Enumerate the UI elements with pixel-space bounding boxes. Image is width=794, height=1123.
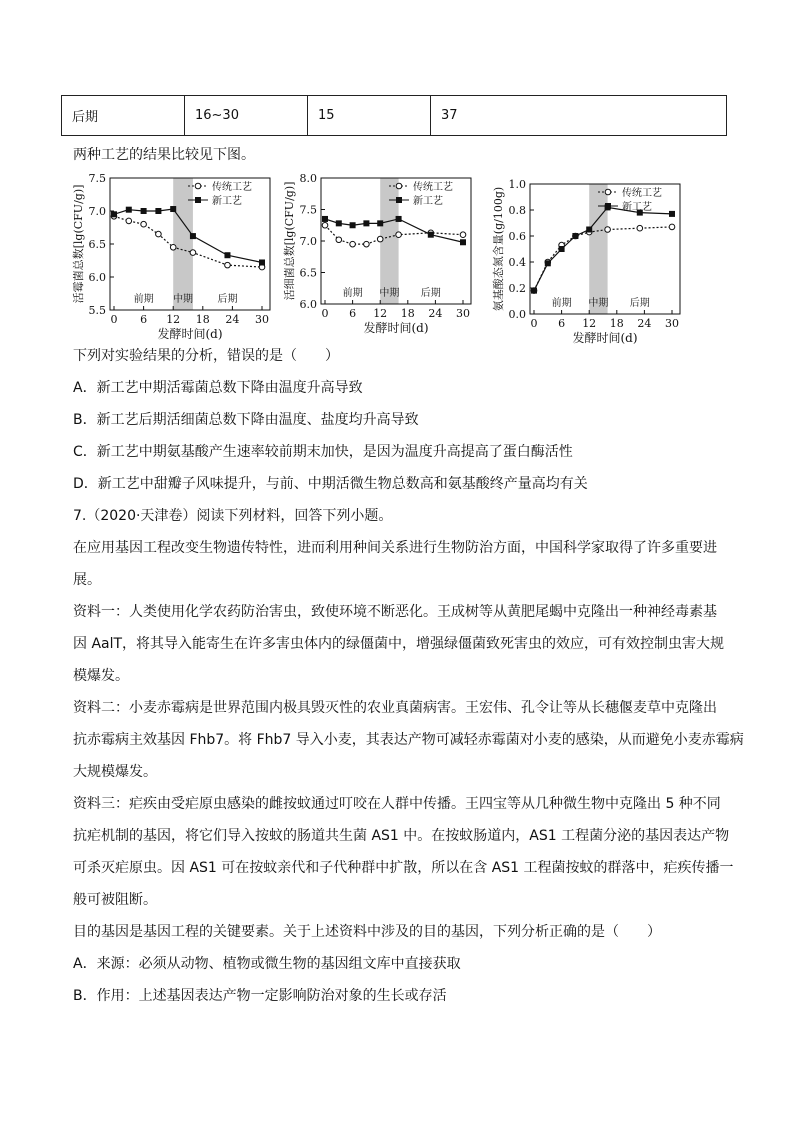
data-point-traditional (225, 262, 231, 268)
stage-label: 前期 (133, 294, 154, 305)
material-1-line: 因 AalT，将其导入能寄生在许多害虫体内的绿僵菌中，增强绿僵菌致死害虫的效应，可有效控制虫害大规 (73, 636, 725, 652)
chart-amino-acid (490, 170, 695, 345)
legend-label-traditional: 传统工艺 (413, 182, 453, 193)
y-tick-label: 7.0 (299, 235, 317, 248)
data-point-traditional (605, 227, 611, 233)
legend-marker-new (195, 197, 201, 203)
x-tick-label: 12 (166, 313, 181, 326)
data-point-traditional (156, 231, 162, 237)
y-tick-label: 6.0 (88, 271, 106, 284)
data-point-traditional (190, 250, 196, 256)
question-7: 目的基因是基因工程的关键要素。关于上述资料中涉及的目的基因，下列分析正确的是（ ） (73, 924, 661, 940)
chart-bacteria (285, 170, 485, 342)
legend-marker-new (396, 197, 402, 203)
stage-shade (173, 178, 193, 310)
y-tick-label: 6.5 (299, 266, 317, 280)
table-row (62, 96, 727, 136)
x-tick-label: 18 (195, 313, 210, 326)
y-tick-label: 8.0 (299, 172, 317, 185)
y-tick-label: 0.6 (508, 230, 526, 243)
x-tick-label: 12 (373, 307, 388, 320)
stage-label: 后期 (217, 294, 238, 305)
x-axis-label: 发酵时间(d) (363, 321, 429, 335)
data-point-new (669, 211, 675, 217)
data-point-new (377, 220, 383, 226)
question-7-title: 7.（2020·天津卷）阅读下列材料，回答下列小题。 (73, 508, 393, 524)
data-point-new (396, 216, 402, 222)
legend-marker-traditional (605, 189, 611, 195)
question-6: 下列对实验结果的分析，错误的是（ ） (73, 348, 339, 364)
x-tick-label: 12 (582, 317, 597, 330)
x-tick-label: 6 (140, 313, 148, 326)
legend-marker-traditional (396, 183, 402, 189)
x-tick-label: 24 (428, 307, 443, 320)
data-point-new (155, 208, 161, 214)
x-tick-label: 18 (609, 317, 624, 330)
data-point-new (111, 211, 117, 217)
x-tick-label: 24 (637, 317, 652, 330)
legend-label-traditional: 传统工艺 (622, 188, 662, 199)
chart-mold (70, 170, 285, 342)
data-point-traditional (126, 218, 132, 224)
data-point-traditional (396, 232, 402, 238)
legend-label-new: 新工艺 (413, 196, 443, 207)
data-point-traditional (170, 245, 176, 251)
figure-intro: 两种工艺的结果比较见下图。 (73, 147, 255, 163)
y-axis-label: 活细菌总数[lg(CFU/g)] (283, 181, 296, 301)
legend-label-new: 新工艺 (212, 196, 242, 207)
y-tick-label: 6.5 (88, 238, 106, 251)
data-point-new (224, 252, 230, 258)
legend-label-traditional: 传统工艺 (212, 182, 252, 193)
x-tick-label: 30 (456, 307, 470, 320)
data-point-traditional (377, 236, 383, 242)
process-table (61, 95, 727, 136)
material-3-line: 般可被阻断。 (73, 892, 157, 908)
x-tick-label: 0 (110, 313, 118, 326)
table-cell-days: 16~30 (185, 96, 308, 136)
data-point-new (350, 222, 356, 228)
y-tick-label: 7.0 (88, 205, 106, 218)
stage-shade (380, 178, 398, 304)
y-tick-label: 0.0 (508, 308, 526, 321)
table-cell-stage: 后期 (62, 96, 185, 136)
data-point-new (141, 208, 147, 214)
x-tick-label: 6 (558, 317, 566, 330)
q7-intro-line: 展。 (73, 572, 101, 588)
material-2-line: 抗赤霉病主效基因 Fhb7。将 Fhb7 导入小麦，其表达产物可减轻赤霉菌对小麦的感染，从而避免小麦赤霉病 (73, 732, 744, 748)
x-tick-label: 24 (225, 313, 240, 326)
y-tick-label: 5.5 (88, 304, 106, 317)
data-point-new (572, 233, 578, 239)
stage-label: 中期 (173, 294, 194, 305)
data-point-traditional (364, 241, 370, 247)
data-point-new (460, 239, 466, 245)
x-tick-label: 18 (400, 307, 415, 320)
x-tick-label: 6 (349, 307, 357, 320)
material-1-line: 资料一：人类使用化学农药防治害虫，致使环境不断恶化。王成树等从黄肥尾蝎中克隆出一种神经毒素基 (73, 604, 717, 620)
data-point-traditional (350, 241, 356, 247)
material-3-line: 抗疟机制的基因，将它们导入按蚊的肠道共生菌 AS1 中。在按蚊肠道内，AS1 工程菌分泌的基因表达产物 (73, 828, 730, 844)
q6-option-a: A．新工艺中期活霉菌总数下降由温度升高导致 (73, 380, 363, 396)
stage-label: 前期 (342, 288, 363, 299)
data-point-new (545, 260, 551, 266)
data-point-traditional (336, 237, 342, 243)
data-point-new (170, 206, 176, 212)
data-point-traditional (460, 232, 466, 238)
chart-amino-acid-svg (490, 170, 695, 345)
data-point-new (586, 227, 592, 233)
table-cell-col3: 15 (308, 96, 431, 136)
chart-mold-svg (70, 170, 285, 342)
chart-bacteria-svg (285, 170, 485, 342)
x-axis-label: 发酵时间(d) (157, 327, 223, 341)
material-3-line: 可杀灭疟原虫。因 AS1 可在按蚊亲代和子代种群中扩散，所以在含 AS1 工程菌按蚊的群落中，疟疾传播一 (73, 860, 734, 876)
data-point-new (428, 232, 434, 238)
stage-label: 中期 (588, 298, 609, 309)
material-3-line: 资料三：疟疾由受疟原虫感染的雌按蚊通过叮咬在人群中传播。王四宝等从几种微生物中克隆出 5 种不同 (73, 796, 721, 812)
data-point-traditional (637, 225, 643, 231)
q6-option-d: D．新工艺中甜瓣子风味提升，与前、中期活微生物总数高和氨基酸终产量高均有关 (73, 476, 588, 492)
y-tick-label: 7.5 (299, 203, 317, 217)
x-tick-label: 30 (255, 313, 269, 326)
data-point-new (190, 233, 196, 239)
material-2-line: 资料二：小麦赤霉病是世界范围内极具毁灭性的农业真菌病害。王宏伟、孔令让等从长穗偃麦草中克隆出 (73, 700, 717, 716)
data-point-new (336, 220, 342, 226)
stage-label: 后期 (629, 298, 650, 309)
data-point-new (259, 259, 265, 265)
y-axis-label: 氨基酸态氮含量(g/100g) (492, 186, 505, 312)
stage-shade (589, 184, 607, 314)
x-tick-label: 0 (321, 307, 329, 320)
x-axis-label: 发酵时间(d) (572, 331, 638, 345)
y-axis-label: 活霉菌总数[lg(CFU/g)] (72, 184, 85, 304)
data-point-traditional (669, 224, 675, 230)
chart-body (491, 178, 680, 345)
chart-body (71, 172, 270, 341)
data-point-new (126, 207, 132, 213)
data-point-new (531, 288, 537, 294)
stage-label: 后期 (420, 288, 441, 299)
y-tick-label: 1.0 (508, 178, 526, 191)
q7-intro-line: 在应用基因工程改变生物遗传特性，进而利用种间关系进行生物防治方面，中国科学家取得了许多重要进 (73, 540, 717, 556)
chart-body (282, 172, 471, 335)
x-tick-label: 0 (530, 317, 538, 330)
q6-option-c: C．新工艺中期氨基酸产生速率较前期末加快，是因为温度升高提高了蛋白酶活性 (73, 444, 573, 460)
data-point-new (363, 220, 369, 226)
legend-label-new: 新工艺 (622, 202, 652, 213)
y-tick-label: 6.0 (299, 298, 317, 311)
stage-label: 中期 (379, 288, 400, 299)
q7-option-b: B．作用：上述基因表达产物一定影响防治对象的生长或存活 (73, 988, 447, 1004)
y-tick-label: 0.8 (508, 204, 526, 217)
material-2-line: 大规模爆发。 (73, 764, 157, 780)
data-point-new (322, 216, 328, 222)
y-tick-label: 0.4 (508, 256, 526, 269)
material-1-line: 模爆发。 (73, 668, 129, 684)
y-tick-label: 7.5 (88, 172, 106, 185)
q6-option-b: B．新工艺后期活细菌总数下降由温度、盐度均升高导致 (73, 412, 419, 428)
q7-option-a: A．来源：必须从动物、植物或微生物的基因组文库中直接获取 (73, 956, 461, 972)
x-tick-label: 30 (665, 317, 679, 330)
data-point-traditional (322, 222, 328, 228)
legend-marker-traditional (195, 183, 201, 189)
legend-marker-new (605, 203, 611, 209)
table-cell-col4: 37 (431, 96, 727, 136)
data-point-new (559, 246, 565, 252)
y-tick-label: 0.2 (508, 282, 526, 295)
stage-label: 前期 (551, 298, 572, 309)
data-point-traditional (141, 221, 147, 227)
